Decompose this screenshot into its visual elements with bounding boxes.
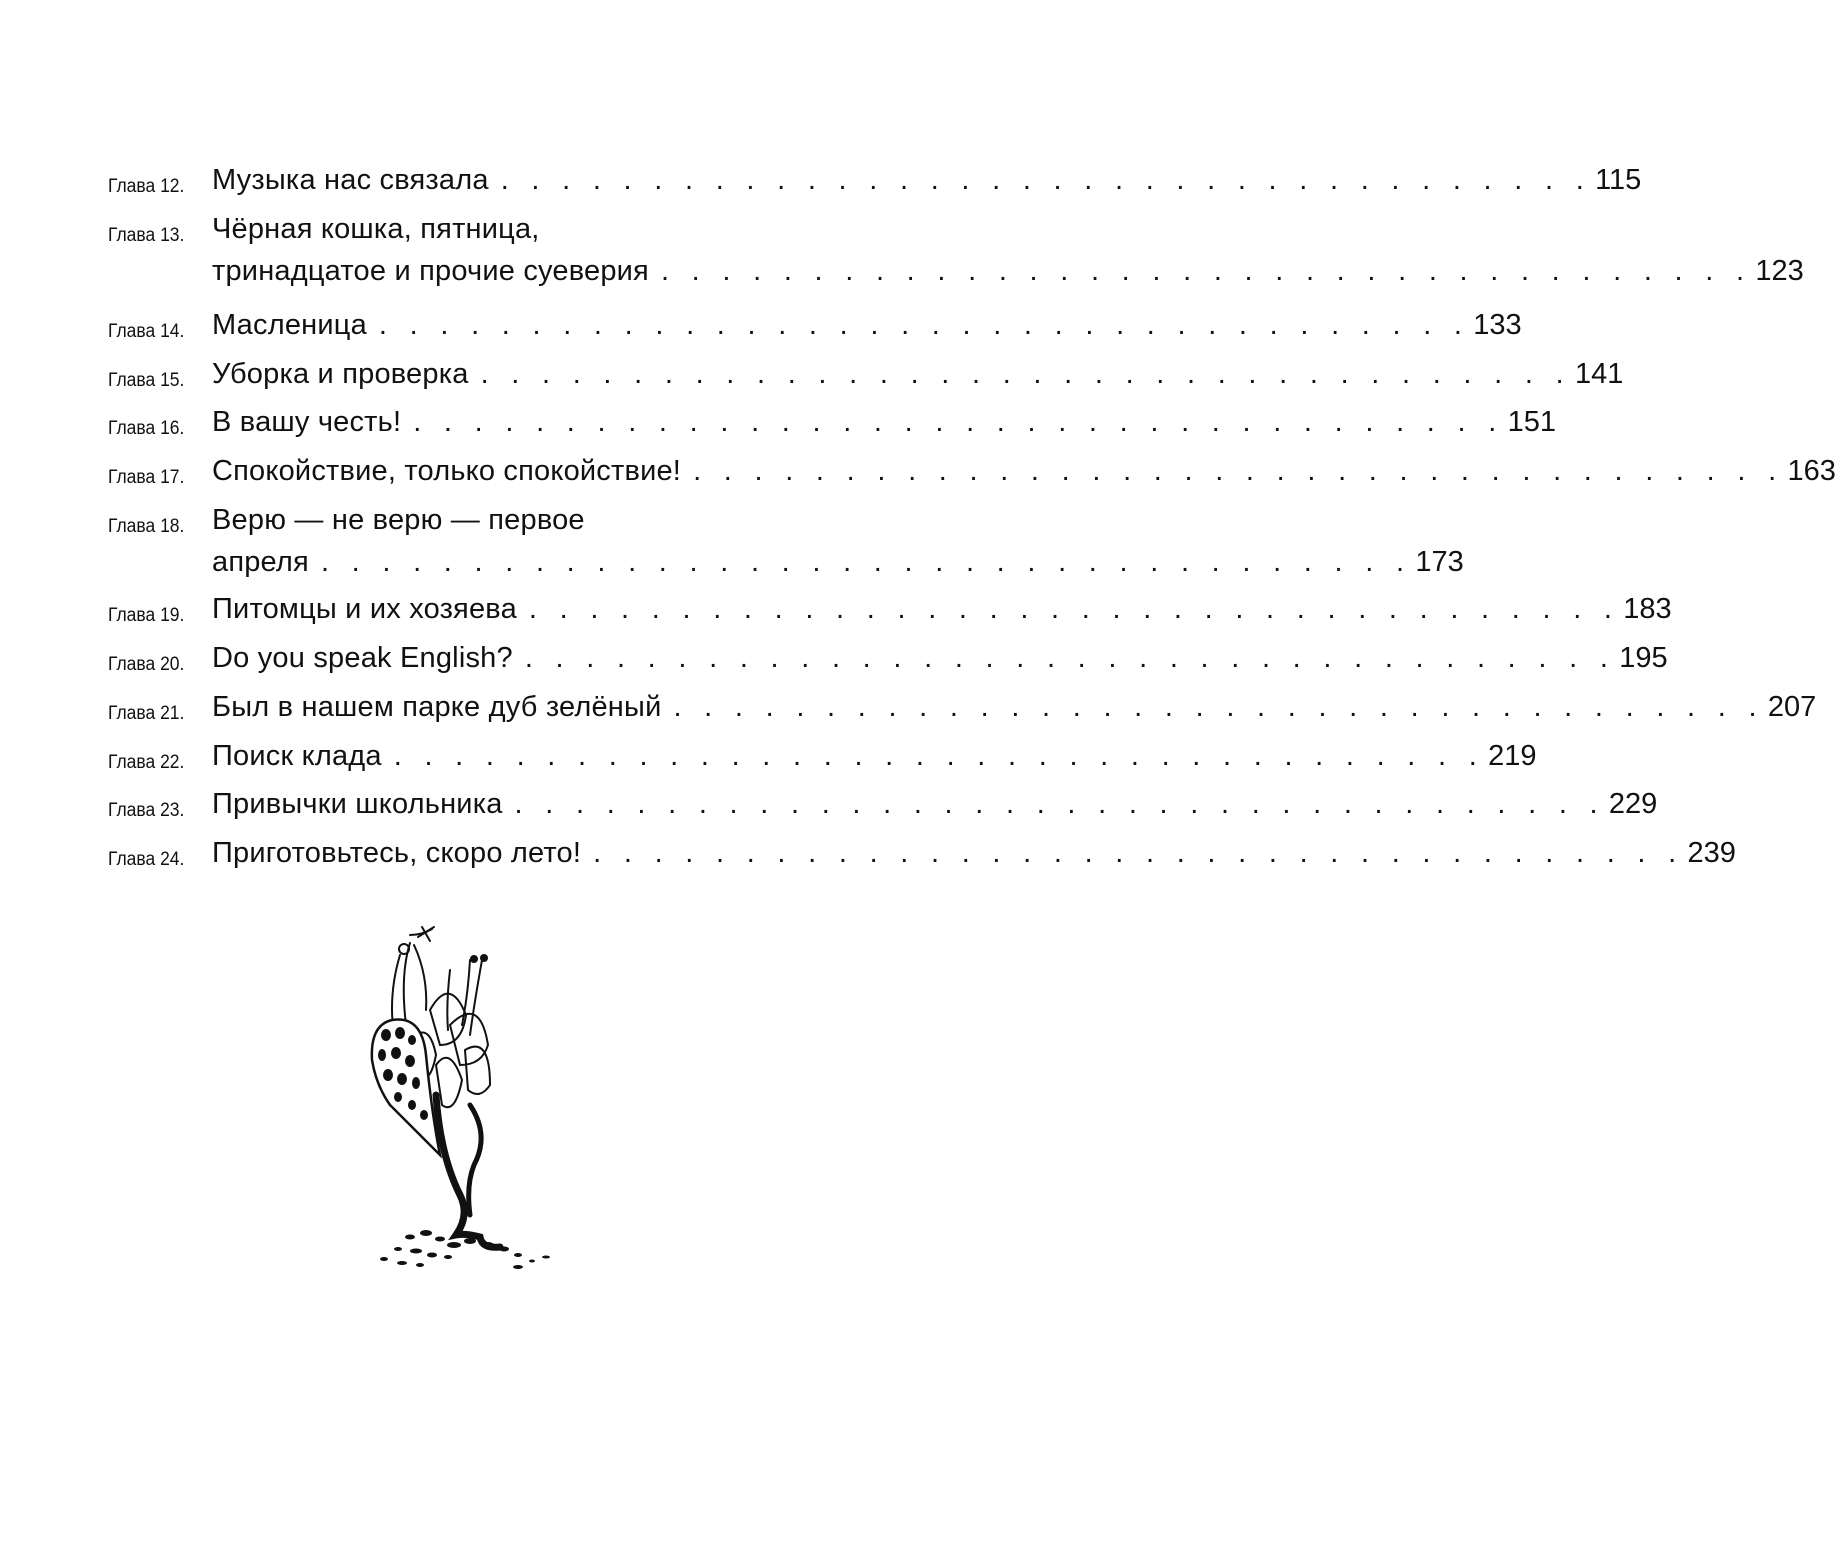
chapter-label: Глава 22. xyxy=(108,752,185,773)
toc-line xyxy=(212,164,1642,204)
toc-line xyxy=(212,691,1817,731)
dot-leader: . . . . . . . . . . . . . . . . . . . . . . . . . . . . . . . . . . . . xyxy=(524,642,1616,674)
toc-line xyxy=(212,255,1804,295)
page-number: 219 xyxy=(1488,740,1537,772)
page-number: 239 xyxy=(1687,837,1736,869)
chapter-title: Приготовьтесь, скоро лето! xyxy=(212,837,582,869)
chapter-label: Глава 16. xyxy=(108,418,185,439)
chapter-title: Верю — не верю — первое xyxy=(212,504,585,536)
toc-line xyxy=(212,788,1658,828)
chapter-title: В вашу честь! xyxy=(212,406,402,438)
chapter-title: Привычки школьника xyxy=(212,788,503,820)
dot-leader: . . . . . . . . . . . . . . . . . . . . . . . . . . . . . . . . . . . . xyxy=(693,455,1784,487)
toc-line xyxy=(212,406,1556,446)
toc-line xyxy=(212,504,842,544)
toc-line xyxy=(212,213,842,253)
flower-drawing-icon xyxy=(370,915,560,1280)
page-number: 207 xyxy=(1767,691,1817,723)
page-number: 123 xyxy=(1755,255,1804,287)
chapter-title: Do you speak English? xyxy=(212,642,513,674)
chapter-title: Был в нашем парке дуб зелёный xyxy=(212,691,662,723)
toc-line xyxy=(212,309,1522,349)
dot-leader: . . . . . . . . . . . . . . . . . . . . . . . . . . . . . . . . . . . . xyxy=(378,309,1470,341)
chapter-title: Музыка нас связала xyxy=(212,164,489,196)
table-of-contents xyxy=(108,0,1836,900)
toc-line xyxy=(212,455,1836,495)
chapter-title: Спокойствие, только спокойствие! xyxy=(212,455,682,487)
page-number: 115 xyxy=(1595,164,1642,196)
page-number: 141 xyxy=(1574,358,1624,390)
chapter-title: Масленица xyxy=(212,309,367,341)
chapter-label: Глава 15. xyxy=(108,370,185,391)
dot-leader: . . . . . . . . . . . . . . . . . . . . . . . . . . . . . . . . . . . . xyxy=(660,255,1752,287)
chapter-title: Поиск клада xyxy=(212,740,382,772)
chapter-label: Глава 24. xyxy=(108,849,185,870)
dot-leader: . . . . . . . . . . . . . . . . . . . . . . . . . . . . . . . . . . . . xyxy=(673,691,1764,723)
chapter-label: Глава 13. xyxy=(108,225,185,246)
chapter-title: Питомцы и их хозяева xyxy=(212,593,517,625)
dot-leader: . . . . . . . . . . . . . . . . . . . . . . . . . . . . . . . . . . . . xyxy=(528,593,1620,625)
toc-line xyxy=(212,546,1464,586)
dot-leader: . . . . . . . . . . . . . . . . . . . . . . . . . . . . . . . . . . . . xyxy=(480,358,1571,390)
dot-leader: . . . . . . . . . . . . . . . . . . . . . . . . . . . . . . . . . . . . xyxy=(413,406,1504,438)
chapter-label: Глава 21. xyxy=(108,703,185,724)
dot-leader: . . . . . . . . . . . . . . . . . . . . . . . . . . . . . . . . . . . . xyxy=(393,740,1485,772)
page-number: 183 xyxy=(1623,593,1672,625)
chapter-title-continued: апреля xyxy=(212,546,309,578)
toc-line xyxy=(212,740,1537,780)
page-number: 151 xyxy=(1507,406,1556,438)
chapter-label: Глава 19. xyxy=(108,605,185,626)
page-number: 229 xyxy=(1608,788,1658,820)
chapter-label: Глава 14. xyxy=(108,321,185,342)
chapter-label: Глава 23. xyxy=(108,800,185,821)
toc-line xyxy=(212,358,1624,398)
toc-line xyxy=(212,837,1736,877)
chapter-title: Уборка и проверка xyxy=(212,358,469,390)
page-number: 163 xyxy=(1787,455,1836,487)
page-number: 173 xyxy=(1415,546,1464,578)
dot-leader: . . . . . . . . . . . . . . . . . . . . . . . . . . . . . . . . . . . . xyxy=(320,546,1412,578)
chapter-label: Глава 20. xyxy=(108,654,185,675)
page-number: 133 xyxy=(1473,309,1522,341)
dot-leader: . . . . . . . . . . . . . . . . . . . . . . . . . . . . . . . . . . . . xyxy=(514,788,1605,820)
chapter-label: Глава 18. xyxy=(108,516,185,537)
page-number: 195 xyxy=(1619,642,1668,674)
dot-leader: . . . . . . . . . . . . . . . . . . . . . . . . . . . . . . . . . . . . xyxy=(500,164,1592,196)
chapter-label: Глава 17. xyxy=(108,467,185,488)
chapter-label: Глава 12. xyxy=(108,176,185,197)
dot-leader: . . . . . . . . . . . . . . . . . . . . . . . . . . . . . . . . . . . . xyxy=(593,837,1684,869)
toc-line xyxy=(212,593,1672,633)
chapter-title: Чёрная кошка, пятница, xyxy=(212,213,540,245)
toc-line xyxy=(212,642,1668,682)
chapter-title-continued: тринадцатое и прочие суеверия xyxy=(212,255,649,287)
